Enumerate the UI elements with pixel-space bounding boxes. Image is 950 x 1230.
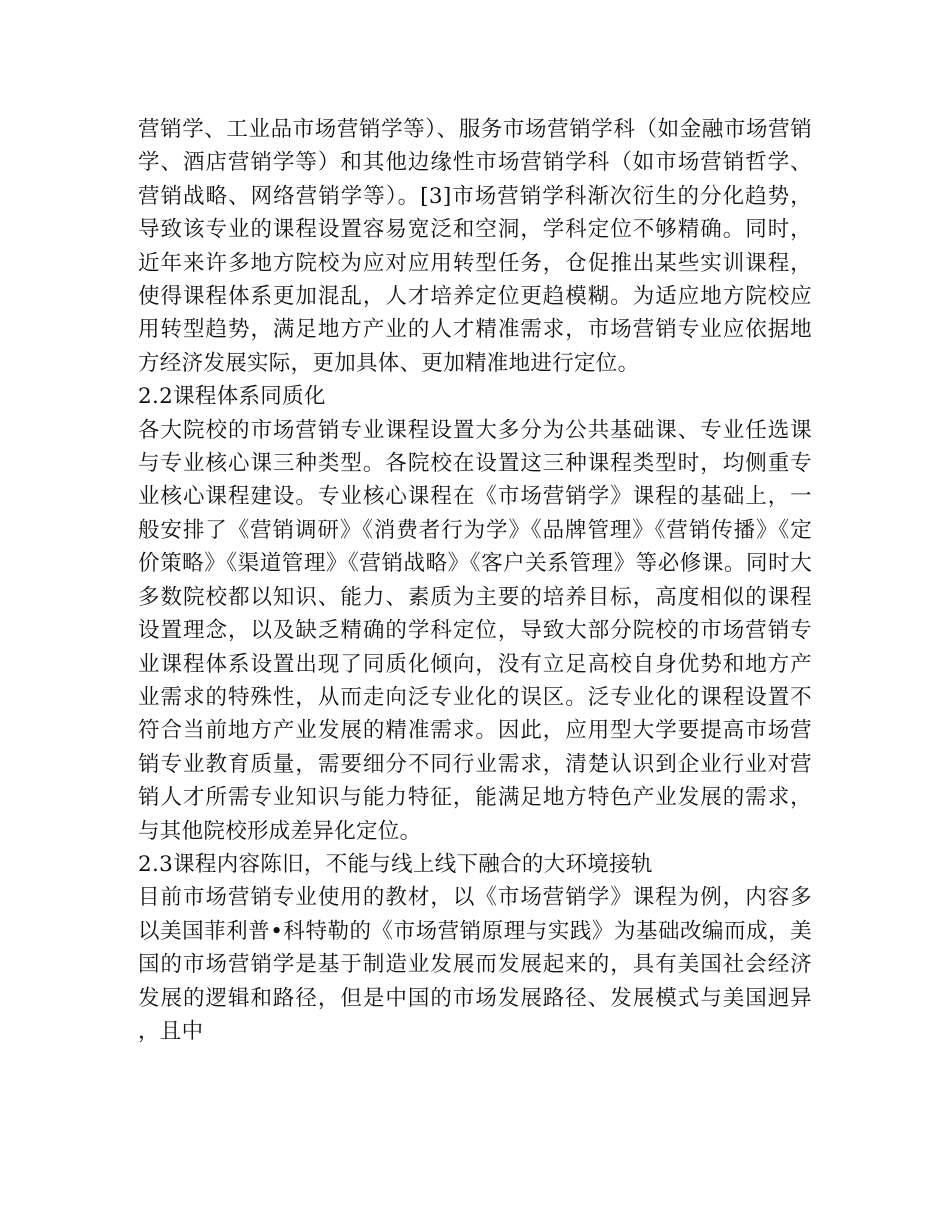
- document-page: [138, 113, 812, 1048]
- paragraph-1: 营销学、工业品市场营销学等）、服务市场营销学科（如金融市场营销学、酒店营销学等）和其他边缘性市场营销学科（如市场营销哲学、营销战略、网络营销学等）。[3]市场营销学科渐次衍生的分化趋势，导致该专业的课程设置容易宽泛和空洞，学科定位不够精确。同时，近年来许多地方院校为应对应用转型任务，仓促推出某些实训课程，使得课程体系更加混乱，人才培养定位更趋模糊。为适应地方院校应用转型趋势，满足地方产业的人才精准需求，市场营销专业应依据地方经济发展实际，更加具体、更加精准地进行定位。: [138, 117, 812, 376]
- section-heading-2-3: 2.3课程内容陈旧，不能与线上线下融合的大环境接轨: [138, 851, 653, 877]
- section-heading-2-2: 2.2课程体系同质化: [138, 384, 326, 410]
- paragraph-2: 各大院校的市场营销专业课程设置大多分为公共基础课、专业任选课与专业核心课三种类型。各院校在设置这三种课程类型时，均侧重专业核心课程建设。专业核心课程在《市场营销学》课程的基础上，一般安排了《营销调研》《消费者行为学》《品牌管理》《营销传播》《定价策略》《渠道管理》《营销战略》《客户关系管理》等必修课。同时大多数院校都以知识、能力、素质为主要的培养目标，高度相似的课程设置理念，以及缺乏精确的学科定位，导致大部分院校的市场营销专业课程体系设置出现了同质化倾向，没有立足高校自身优势和地方产业需求的特殊性，从而走向泛专业化的误区。泛专业化的课程设置不符合当前地方产业发展的精准需求。因此，应用型大学要提高市场营销专业教育质量，需要细分不同行业需求，清楚认识到企业行业对营销人才所需专业知识与能力特征，能满足地方特色产业发展的需求，与其他院校形成差异化定位。: [138, 417, 812, 844]
- paragraph-3: 目前市场营销专业使用的教材，以《市场营销学》课程为例，内容多以美国菲利普•科特勒的《市场营销原理与实践》为基础改编而成，美国的市场营销学是基于制造业发展而发展起来的，具有美国社会经济发展的逻辑和路径，但是中国的市场发展路径、发展模式与美国迥异，且中: [138, 885, 812, 1044]
